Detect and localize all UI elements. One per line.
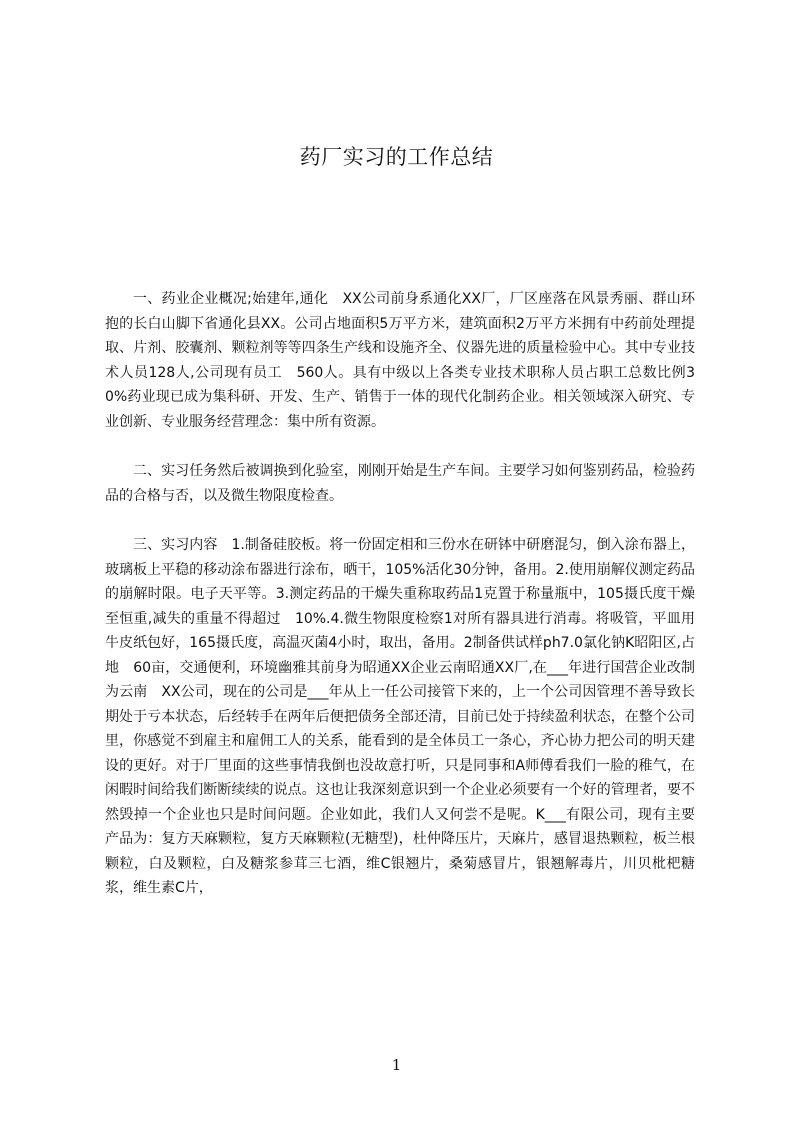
page-number: 1 bbox=[391, 1056, 402, 1074]
document-title: 药厂实习的工作总结 bbox=[299, 145, 494, 169]
paragraph-internship-tasks: 二、实习任务然后被调换到化验室，刚刚开始是生产车间。主要学习如何鉴别药品，检验药品的合格与否，以及微生物限度检查。 bbox=[105, 463, 695, 504]
paragraph-company-overview: 一、药业企业概况;始建年,通化 XX公司前身系通化XX厂，厂区座落在风景秀丽、群山环抱的长白山脚下省通化县XX。公司占地面积5万平方米，建筑面积2万平方米拥有中药前处理提取、片剂、胶囊剂、颗粒剂等等四条生产线和设施齐全、仪器先进的质量检验中心。其中专业技术人员128人,公司现有员工 560人。具有中级以上各类专业技术职称人员占职工总数比例30%药业现已成为集科研、开发、生产、销售于一体的现代化制药企业。相关领域深入研究、专业创新、专业服务经营理念：集中所有资源。 bbox=[105, 291, 695, 430]
document-body bbox=[105, 287, 695, 901]
paragraph-internship-content: 三、实习内容 1.制备硅胶板。将一份固定相和三份水在研钵中研磨混匀，倒入涂布器上，玻璃板上平稳的移动涂布器进行涂布，晒干，105%活化30分钟，备用。2.使用崩解仪测定药品的崩解时限。电子天平等。3.测定药品的干燥失重称取药品1克置于称量瓶中，105摄氏度干燥至恒重,减失的重量不得超过 10%.4.微生物限度检察1对所有器具进行消毒。将吸管，平皿用牛皮纸包好，165摄氏度，高温灭菌4小时，取出，备用。2制备供试样ph7.0氯化钠K昭阳区,占地 60亩，交通便利，环境幽雅其前身为昭通XX企业云南昭通XX厂,在___年进行国营企业改制为云南 XX公司，现在的公司是___年从上一任公司接管下来的，上一个公司因管理不善导致长期处于亏本状态，后经转手在两年后便把债务全部还清，目前已处于持续盈利状态，在整个公司里，你感觉不到雇主和雇佣工人的关系，能看到的是全体员工一条心，齐心协力把公司的明天建设的更好。对于厂里面的这些事情我倒也没故意打听，只是同事和A师傅看我们一脸的稚气，在闲暇时间给我们断断续续的说点。这也让我深刻意识到一个企业必须要有一个好的管理者，要不然毁掉一个企业也只是时间问题。企业如此，我们人又何尝不是呢。K___有限公司，现有主要产品为：复方天麻颗粒，复方天麻颗粒(无糖型)，杜仲降压片，天麻片，感冒退热颗粒，板兰根颗粒，白及颗粒，白及糖浆参茸三七酒，维C银翘片，桑菊感冒片，银翘解毒片，川贝枇杷糖浆，维生素C片， bbox=[105, 537, 695, 896]
